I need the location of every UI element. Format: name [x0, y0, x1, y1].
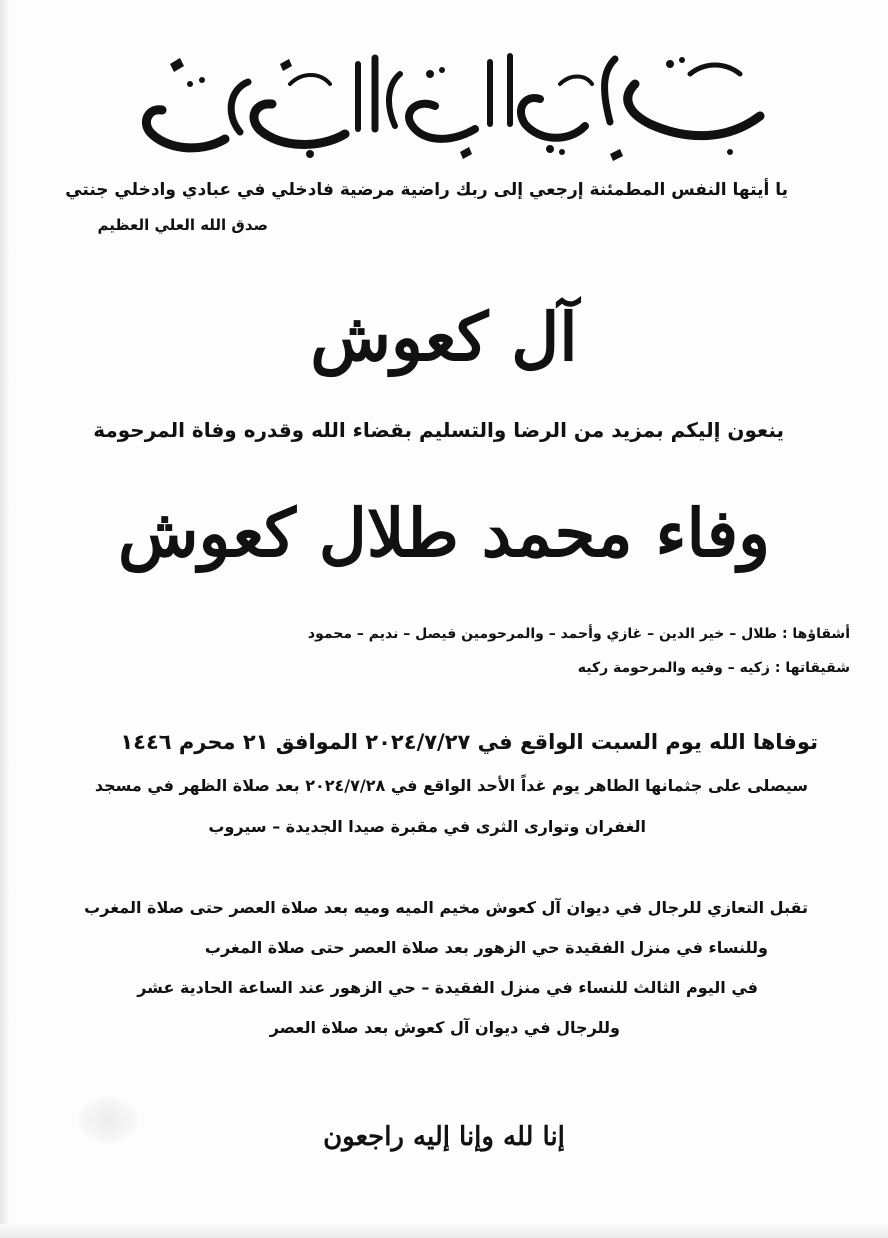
condolences-line-3: في اليوم الثالث للنساء في منزل الفقيدة – حي الزهور عند الساعة الحادية عشر — [137, 978, 758, 997]
quran-verse: يا أيتها النفس المطمئنة إرجعي إلى ربك راضية مرضية فادخلي في عبادي وادخلي جنتي — [65, 180, 788, 200]
announcement-text: ينعون إليكم بمزيد من الرضا والتسليم بقضاء الله وقدره وفاة المرحومة — [93, 418, 784, 442]
funeral-prayer-line-2: الغفران وتوارى الثرى في مقبرة صيدا الجديدة – سيروب — [208, 817, 646, 836]
death-date-notice: توفاها الله يوم السبت الواقع في ٢٠٢٤/٧/٢٧ الموافق ٢١ محرم ١٤٤٦ — [120, 730, 818, 754]
page-bottom-shadow — [0, 1224, 888, 1238]
verse-closing: صدق الله العلي العظيم — [97, 216, 268, 234]
brothers-list: أشقاؤها : طلال – خير الدين – غازي وأحمد – والمرحومين فيصل – نديم – محمود — [307, 626, 850, 642]
closing-phrase: إنا لله وإنا إليه راجعون — [323, 1122, 565, 1152]
calligraphy-header — [130, 44, 770, 164]
sisters-list: شقيقاتها : زكيه – وفيه والمرحومة ركيه — [577, 660, 850, 676]
deceased-name: وفاء محمد طلال كعوش — [117, 494, 771, 572]
family-name: آل كعوش — [310, 298, 578, 376]
page-edge-shadow — [0, 0, 10, 1238]
condolences-line-2: وللنساء في منزل الفقيدة حي الزهور بعد صلاة العصر حتى صلاة المغرب — [204, 938, 768, 957]
condolences-line-1: تقبل التعازي للرجال في ديوان آل كعوش مخيم الميه وميه بعد صلاة العصر حتى صلاة المغرب — [84, 898, 808, 917]
condolences-line-4: وللرجال في ديوان آل كعوش بعد صلاة العصر — [269, 1018, 620, 1037]
funeral-prayer-line-1: سيصلى على جثمانها الطاهر يوم غداً الأحد الواقع في ٢٠٢٤/٧/٢٨ بعد صلاة الظهر في مسجد — [94, 776, 808, 795]
